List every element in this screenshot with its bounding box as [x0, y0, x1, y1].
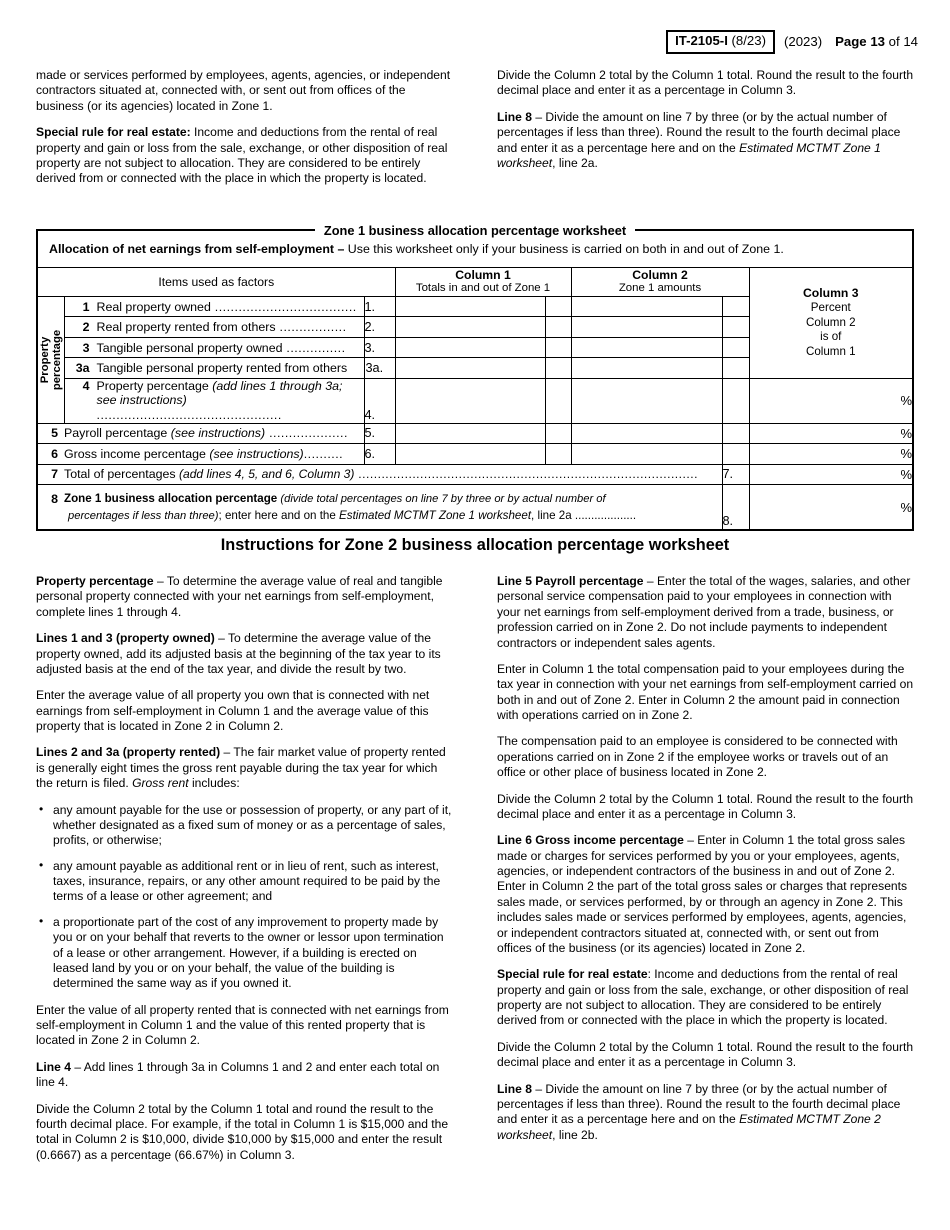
special-rule-real-estate-heading: Special rule for real estate:: [36, 125, 191, 140]
header-column-2: [571, 267, 749, 296]
row7-description-italic: (add lines 4, 5, and 6, Column 3): [175, 467, 355, 482]
column3-line4: Column 1: [805, 344, 856, 358]
header-column-3: [749, 267, 912, 378]
row3-column2-input[interactable]: [571, 337, 722, 358]
lines-2-and-3a-text-b: includes:: [188, 776, 240, 791]
row1-item-label: [64, 296, 364, 317]
table-row: [38, 485, 912, 530]
line-6-heading: Line 6 Gross income percentage: [497, 833, 684, 848]
row7-item-label: [38, 464, 722, 485]
row4-line-number: 4: [82, 378, 90, 393]
row1-dots: ....................................: [210, 299, 357, 314]
top-left-paragraph-1: made or services performed by employees, agents, agencies, or independent contractors situated at, connected with, or sent out from offices of the business (or its agencies) located in Zone 1.: [36, 68, 451, 113]
row2-column2-cents-input[interactable]: [722, 317, 749, 338]
page-number-label: [835, 34, 918, 49]
bottom-left-column: [36, 574, 453, 1174]
gross-rent-bullet-list: [36, 803, 453, 992]
row8-item-label: [38, 485, 722, 530]
line-8-paragraph: [497, 1082, 914, 1144]
section-title: Instructions for Zone 2 business allocation percentage worksheet: [220, 536, 730, 554]
line-4-heading: Line 4: [36, 1059, 71, 1074]
row3a-column1-input[interactable]: [395, 358, 545, 379]
row1-column2-cents-input[interactable]: [722, 296, 749, 317]
row5-item-label: [38, 423, 364, 444]
table-row: [38, 464, 912, 485]
row5-dots: ....................: [265, 426, 348, 441]
table-header-row: [38, 267, 912, 296]
column3-name: Column 3: [803, 286, 859, 301]
gross-rent-italic: Gross rent: [132, 776, 189, 791]
special-rule-heading: Special rule for real estate: [497, 967, 648, 982]
row8-column3-percent[interactable]: %: [749, 485, 912, 530]
bottom-right-column: [497, 574, 914, 1174]
line-6-text: – Enter in Column 1 the total gross sales made or charges for services performed by you or your employees, agents, agencies, or independent contractors of the business in and out of Zone 2. Enter in Column 2 the part of the total gross sales or charges that represents sales made, or services performed, by or through an agency in Zone 2. This includes sales made or services performed by employees, agents, agencies, or independent contractors situated at, connected with, or sent out from offices of the business (or its agencies) located in Zone 2.: [497, 833, 908, 955]
row4-item-label: [64, 378, 364, 423]
special-rule-paragraph: [497, 967, 914, 1029]
row8-description-line2: [44, 508, 722, 524]
list-item: • a proportionate part of the cost of any improvement to property made by you or on your behalf that reverts to the owner or lessor upon termination of a lease or other arrangement. However, if a building is erected on leased land by you or on your behalf, the value of the building is determined the same way as if you owned it.: [36, 915, 453, 992]
special-rule-text: : Income and deductions from the rental of real property and gain or loss from the sale, exchange, or other disposition of real property are not subject to allocation. They are considered to be entirely derived from or connected with the place in which the property is located.: [497, 967, 909, 1028]
row4-description-italic: (add lines 1 through 3a;: [208, 378, 343, 393]
row2-column1-cents-input[interactable]: [545, 317, 571, 338]
row2-column2-input[interactable]: [571, 317, 722, 338]
row6-item-label: [38, 444, 364, 465]
line8-worksheet-ref: Estimated MCTMT Zone 1 worksheet: [497, 140, 881, 171]
vertical-label-line1: Property: [38, 336, 51, 383]
row4-column1-cents-input[interactable]: [545, 378, 571, 423]
property-percentage-heading: Property percentage: [36, 574, 154, 588]
line8-text-b: , line 2a.: [552, 156, 598, 171]
row6-column1-input[interactable]: [395, 444, 545, 465]
top-text-columns: [36, 68, 914, 187]
top-left-paragraph-2: [36, 125, 453, 187]
row3a-item-label: [64, 358, 364, 379]
list-item: • any amount payable for the use or possession of property, or any part of it, whether designated as a fixed sum of money or as a percentage of sales, profits, or otherwise;: [36, 803, 453, 849]
row8-line-number: 8: [51, 491, 58, 506]
row5-column1-cents-input[interactable]: [545, 423, 571, 444]
row2-line-number: 2: [82, 320, 90, 335]
column1-subtitle: Totals in and out of Zone 1: [415, 282, 551, 295]
bottom-text-columns: [36, 574, 914, 1174]
row5-description: Payroll percentage: [64, 426, 168, 441]
row4-line-box: 4.: [364, 378, 395, 423]
line-8-text-a: – Divide the amount on line 7 by three (or by the actual number of percentages if less than three). Round the result to the fourth decimal place and enter it as a percentage here and on the: [497, 1081, 901, 1127]
row5-line-number: 5: [51, 426, 58, 441]
row6-line-number: 6: [51, 446, 58, 461]
row3-line-number: 3: [82, 340, 90, 355]
property-percentage-side-label-text: [39, 330, 63, 390]
lines-1-and-3-paragraph: [36, 631, 453, 677]
column3-line1: Percent: [810, 301, 851, 315]
row3-column2-cents-input[interactable]: [722, 337, 749, 358]
row1-column1-input[interactable]: [395, 296, 545, 317]
rented-property-paragraph: Enter the value of all property rented that is connected with net earnings from self-employment in Column 1 and the value of this rented property that is located in Zone 2 in Column 2.: [36, 1002, 449, 1048]
row6-description: Gross income percentage: [64, 446, 206, 461]
lines-2-and-3a-paragraph: [36, 745, 453, 791]
row5-column1-input[interactable]: [395, 423, 545, 444]
row3-dots: ...............: [282, 340, 346, 355]
line-6-divide-paragraph: Divide the Column 2 total by the Column 1 total. Round the result to the fourth decimal place and enter it as a percentage in Column 3.: [497, 1039, 914, 1070]
line-5-heading: Line 5 Payroll percentage: [497, 574, 644, 588]
row2-item-label: [64, 317, 364, 338]
row4-description-line2-italic: see instructions): [96, 393, 187, 408]
page-word: Page: [835, 34, 867, 50]
worksheet-subtitle-bold: Allocation of net earnings from self-employment –: [49, 242, 345, 256]
row2-line-box: 2.: [364, 317, 395, 338]
row2-dots: .................: [275, 320, 347, 335]
line-8-text-b: , line 2b.: [552, 1127, 598, 1142]
row3a-line-box: 3a.: [364, 358, 395, 379]
line-4-text: – Add lines 1 through 3a in Columns 1 and 2 and enter each total on line 4.: [36, 1059, 440, 1090]
row4-column2-input[interactable]: [571, 378, 722, 423]
line8-heading: Line 8: [497, 109, 532, 124]
line-4-example-paragraph: Divide the Column 2 total by the Column 1 total and round the result to the fourth decimal place. For example, if the total in Column 1 is $15,000 and the total in Column 2 is $10,000, divide $10,000 by $15,000 and enter the result (0.6667) as a percentage (66.67%) in Column 3.: [36, 1101, 449, 1162]
row8-line-box: 8.: [722, 485, 749, 530]
column3-line3: is of: [820, 330, 842, 344]
form-revision: (8/23): [731, 33, 766, 48]
row6-column1-cents-input[interactable]: [545, 444, 571, 465]
line-5-divide-paragraph: Divide the Column 2 total by the Column 1 total. Round the result to the fourth decimal place and enter it as a percentage in Column 3.: [497, 791, 914, 821]
worksheet-legend-text: Zone 1 business allocation percentage worksheet: [315, 225, 635, 238]
row4-dots: ...............................................: [96, 408, 282, 423]
row4-description: Property percentage: [96, 378, 209, 393]
top-left-column: [36, 68, 453, 187]
line-6-paragraph: [497, 833, 914, 956]
top-right-paragraph-1: Divide the Column 2 total by the Column 1 total. Round the result to the fourth decimal place and enter it as a percentage in Column 3.: [497, 68, 914, 98]
line-5-text: – Enter the total of the wages, salaries, and other personal service compensation paid to your employees in connection with your net earnings from self-employment derived from a trade, business, or profession carried on in Zone 2. Do not include payments to independent contractors or independent sales agents.: [497, 574, 911, 650]
column2-name: Column 2: [632, 267, 688, 282]
row8-description-bold: Zone 1 business allocation percentage: [64, 491, 278, 505]
row5-column2-cents-input[interactable]: [722, 423, 749, 444]
lines-2-and-3a-text-a: – The fair market value of property rented is generally eight times the gross rent payable during the tax year for which the return is filed.: [36, 745, 446, 791]
tax-year: (2023): [783, 34, 823, 50]
row3-description: Tangible personal property owned: [96, 340, 283, 355]
row4-column3-percent[interactable]: %: [749, 378, 912, 423]
lines-2-and-3a-heading: Lines 2 and 3a (property rented): [36, 745, 221, 760]
row3a-column2-cents-input[interactable]: [722, 358, 749, 379]
row1-column2-input[interactable]: [571, 296, 722, 317]
zone1-worksheet: [36, 229, 914, 531]
row5-column3-percent[interactable]: %: [749, 423, 912, 444]
row8-description-rest-1: ; enter here and on the: [218, 508, 340, 522]
property-percentage-paragraph: [36, 574, 453, 620]
of-word: of: [888, 34, 900, 50]
worksheet-table: [38, 267, 912, 530]
row7-description: Total of percentages: [64, 467, 176, 482]
average-value-paragraph: Enter the average value of all property you own that is connected with net earnings from self-employment in Column 1 and the average value of this property that is located in Zone 2 in Column 2.: [36, 688, 430, 733]
row3a-description: Tangible personal property rented from others: [96, 361, 348, 376]
header-column-1: [395, 267, 571, 296]
row8-worksheet-ref: Estimated MCTMT Zone 1 worksheet: [339, 508, 532, 522]
header-items-used-as-factors: Items used as factors: [38, 267, 395, 296]
line-5-paragraph: [497, 574, 914, 651]
row4-column2-cents-input[interactable]: [722, 378, 749, 423]
vertical-label-line2: percentage: [50, 329, 63, 390]
line-8-worksheet-ref: Estimated MCTMT Zone 2 worksheet: [497, 1112, 881, 1142]
page-header: [666, 30, 918, 54]
row3-item-label: [64, 337, 364, 358]
form-id-box: [666, 30, 775, 54]
table-row: [38, 444, 912, 465]
property-percentage-text: – To determine the average value of real and tangible personal property connected with your net earnings from self-employment, complete lines 1 through 4.: [36, 574, 443, 619]
row4-column1-input[interactable]: [395, 378, 545, 423]
row3a-column1-cents-input[interactable]: [545, 358, 571, 379]
row8-description-italic-2: percentages if less than three): [68, 509, 219, 522]
row3a-line-number: 3a: [75, 361, 90, 376]
column3-line2: Column 2: [805, 315, 856, 329]
row3-line-box: 3.: [364, 337, 395, 358]
table-row: [38, 378, 912, 423]
row2-column1-input[interactable]: [395, 317, 545, 338]
row6-description-italic: (see instructions): [205, 446, 304, 461]
lines-1-and-3-text: – To determine the average value of the property owned, add its adjusted basis at the beginning of the tax year to its adjusted basis at the end of the tax year, and divide the result by two.: [36, 631, 441, 676]
form-id: IT-2105-I: [675, 33, 728, 48]
column1-name: Column 1: [455, 267, 511, 282]
row5-line-box: 5.: [364, 423, 395, 444]
top-right-column: [497, 68, 914, 187]
row7-column3-percent[interactable]: %: [749, 464, 912, 485]
page-number: 13: [870, 34, 885, 50]
row7-dots: ........................................................................................: [354, 467, 698, 482]
row6-column2-input[interactable]: [571, 444, 722, 465]
special-rule-real-estate-text: Income and deductions from the rental of real property and gain or loss from the sale, exchange, or other disposition of real property are not subject to allocation. They are considered to be entirely derived from or connected with the place in which the property is located.: [36, 125, 448, 186]
row3-column1-input[interactable]: [395, 337, 545, 358]
page-total: 14: [903, 34, 918, 50]
list-item: • any amount payable as additional rent or in lieu of rent, such as interest, taxes, insurance, repairs, or any other amount required to be paid by the terms of a lease or other agreement; and: [36, 859, 453, 905]
row6-dots: ..........: [303, 446, 344, 461]
row8-description-italic-1: (divide total percentages on line 7 by three or by actual number of: [277, 492, 606, 505]
row6-column2-cents-input[interactable]: [722, 444, 749, 465]
table-row: [38, 423, 912, 444]
row6-line-box: 6.: [364, 444, 395, 465]
row1-column1-cents-input[interactable]: [545, 296, 571, 317]
lines-1-and-3-heading: Lines 1 and 3 (property owned): [36, 631, 215, 646]
row1-description: Real property owned: [96, 299, 211, 314]
compensation-connection-paragraph: The compensation paid to an employee is considered to be connected with operations carried on in Zone 2 if the employee works or travels out of an office or other place of business located in Zone 2.: [497, 734, 898, 780]
row4-description-line2: [65, 393, 364, 422]
row7-line-number: 7: [51, 467, 58, 482]
row5-description-italic: (see instructions): [167, 426, 266, 441]
property-percentage-side-label: [38, 296, 64, 423]
row7-line-box: 7.: [722, 464, 749, 485]
line8-text-a: – Divide the amount on line 7 by three (or by the actual number of percentages if less than three). Round the result to the fourth decimal place and enter it as a percentage here and on the: [497, 109, 901, 155]
row1-line-number: 1: [82, 299, 90, 314]
line-5-columns-paragraph: Enter in Column 1 the total compensation paid to your employees during the tax year in connection with your net earnings from self-employment carried on both in and out of Zone 2. Enter in Column 2 the amount paid in connection with operations carried on in Zone 2.: [497, 661, 914, 722]
row8-description-rest-2: , line 2a ...................: [531, 508, 637, 522]
row6-column3-percent[interactable]: %: [749, 444, 912, 465]
row3a-column2-input[interactable]: [571, 358, 722, 379]
worksheet-subtitle-rest: Use this worksheet only if your business is carried on both in and out of Zone 1.: [344, 242, 784, 256]
line-8-heading: Line 8: [497, 1081, 532, 1096]
top-right-line8-paragraph: [497, 110, 914, 172]
column2-subtitle: Zone 1 amounts: [618, 282, 702, 295]
row3-column1-cents-input[interactable]: [545, 337, 571, 358]
worksheet-legend: [36, 222, 914, 240]
line-4-paragraph: [36, 1060, 453, 1091]
row1-line-box: 1.: [364, 296, 395, 317]
row5-column2-input[interactable]: [571, 423, 722, 444]
row2-description: Real property rented from others: [96, 320, 276, 335]
